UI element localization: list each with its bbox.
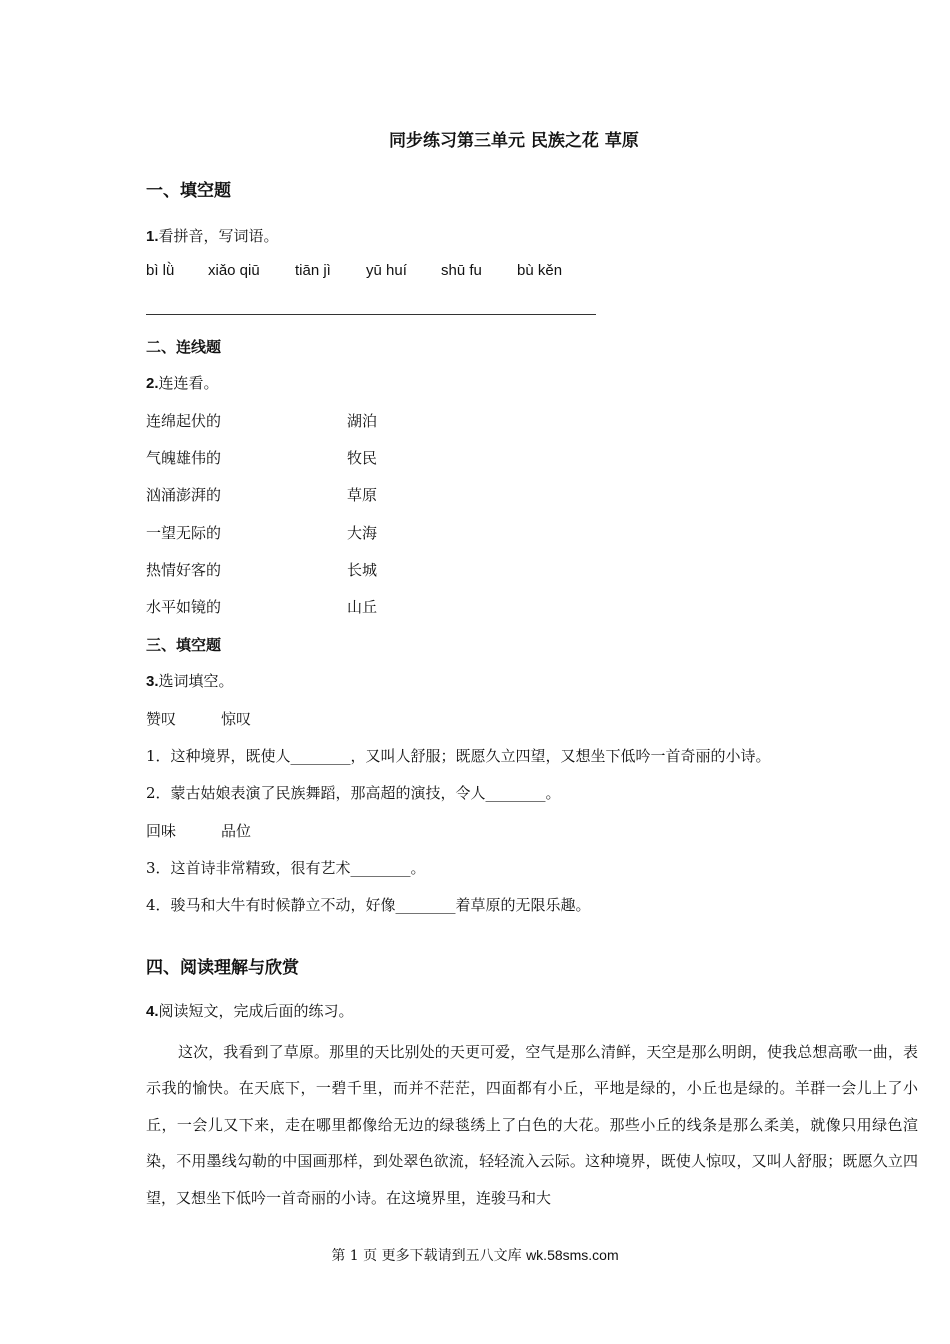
pinyin-item: shū fu bbox=[441, 262, 482, 279]
fill-item: 4．骏马和大牛有时候静立不动，好像________着草原的无限乐趣。 bbox=[146, 896, 591, 914]
match-left-item[interactable]: 一望无际的 bbox=[146, 524, 222, 542]
match-right-item[interactable]: 草原 bbox=[347, 486, 378, 504]
match-left-item[interactable]: 气魄雄伟的 bbox=[146, 449, 222, 467]
footer-link[interactable]: wk.58sms.com bbox=[526, 1247, 619, 1263]
question-text: 看拼音，写词语。 bbox=[158, 227, 279, 245]
match-left-item[interactable]: 水平如镜的 bbox=[146, 598, 222, 616]
match-right-item[interactable]: 牧民 bbox=[347, 449, 378, 467]
fill-item: 2．蒙古姑娘表演了民族舞蹈，那高超的演技，令人________。 bbox=[146, 784, 561, 802]
question-text: 连连看。 bbox=[158, 374, 219, 392]
fill-item: 1．这种境界，既使人________，又叫人舒服；既愿久立四望，又想坐下低吟一首奇丽的小诗。 bbox=[146, 747, 771, 765]
question-3 bbox=[146, 670, 234, 691]
question-1 bbox=[146, 225, 279, 246]
question-text: 选词填空。 bbox=[158, 672, 234, 690]
pinyin-item: tiān jì bbox=[295, 262, 331, 279]
section-heading-fill-blank: 一、填空题 bbox=[146, 181, 231, 201]
section-heading-fill-blank-2: 三、填空题 bbox=[146, 636, 222, 654]
pinyin-item: bì lǜ bbox=[146, 262, 175, 279]
match-right-item[interactable]: 长城 bbox=[347, 561, 378, 579]
section-heading-reading: 四、阅读理解与欣赏 bbox=[146, 958, 299, 978]
match-left-item[interactable]: 连绵起伏的 bbox=[146, 412, 222, 430]
question-number: 1. bbox=[146, 228, 159, 245]
match-right-item[interactable]: 湖泊 bbox=[347, 412, 378, 430]
word-choices: 赞叹 惊叹 bbox=[146, 710, 252, 728]
section-heading-matching: 二、连线题 bbox=[146, 338, 222, 356]
match-left-item[interactable]: 热情好客的 bbox=[146, 561, 222, 579]
question-2 bbox=[146, 372, 219, 393]
reading-passage: 这次，我看到了草原。那里的天比别处的天更可爱，空气是那么清鲜，天空是那么明朗，使我总想高歌一曲，表示我的愉快。在天底下，一碧千里，而并不茫茫，四面都有小丘，平地是绿的，小丘也是绿的。羊群一会儿上了小丘，一会儿又下来，走在哪里都像给无边的绿毯绣上了白色的大花。那些小丘的线条是那么柔美，就像只用绿色渲染，不用墨线勾勒的中国画那样，到处翠色欲流，轻轻流入云际。这种境界，既使人惊叹，又叫人舒服；既愿久立四望，又想坐下低吟一首奇丽的小诗。在这境界里，连骏马和大 bbox=[146, 1043, 918, 1207]
footer-text: 第 1 页 更多下载请到五八文库 bbox=[331, 1248, 527, 1264]
question-number: 2. bbox=[146, 375, 159, 392]
page-title: 同步练习第三单元 民族之花 草原 bbox=[389, 131, 639, 151]
match-right-item[interactable]: 大海 bbox=[347, 524, 378, 542]
page-footer bbox=[0, 1245, 950, 1265]
word-choices: 回味 品位 bbox=[146, 822, 252, 840]
question-4 bbox=[146, 1000, 354, 1021]
pinyin-item: bù kěn bbox=[517, 262, 563, 279]
question-text: 阅读短文，完成后面的练习。 bbox=[158, 1002, 354, 1020]
question-number: 3. bbox=[146, 673, 159, 690]
match-right-item[interactable]: 山丘 bbox=[347, 598, 378, 616]
pinyin-item: yū huí bbox=[366, 262, 407, 279]
match-left-item[interactable]: 汹涌澎湃的 bbox=[146, 486, 222, 504]
question-number: 4. bbox=[146, 1003, 159, 1020]
pinyin-item: xiǎo qiū bbox=[208, 262, 260, 279]
answer-line[interactable] bbox=[146, 314, 596, 315]
fill-item: 3．这首诗非常精致，很有艺术________。 bbox=[146, 859, 426, 877]
